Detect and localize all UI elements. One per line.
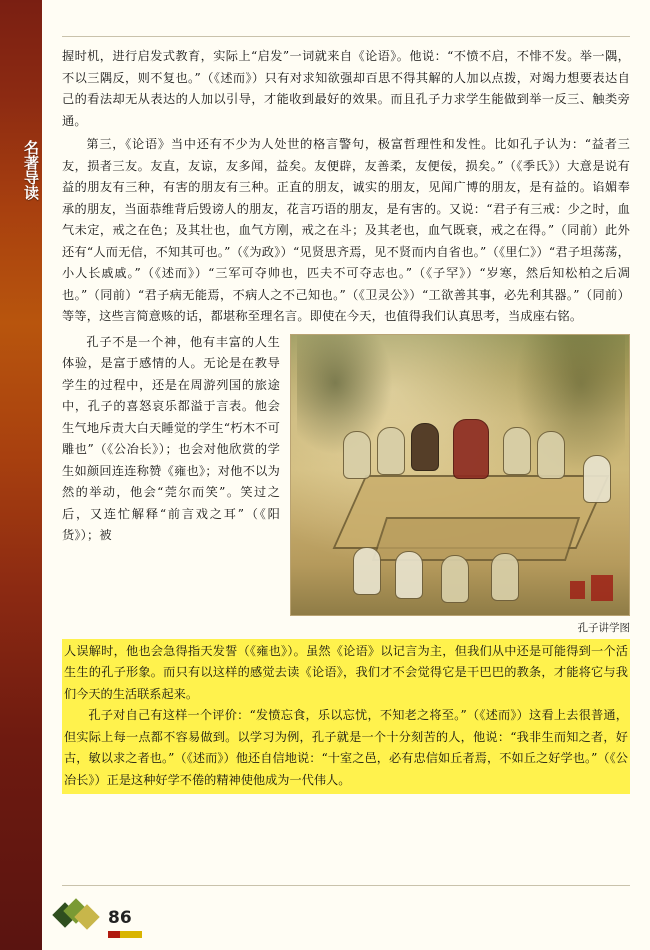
page-content (62, 46, 630, 794)
figure-person (441, 555, 469, 603)
footer-accent-bar-red (108, 931, 120, 938)
paragraph-third-point: 第三，《论语》当中还有不少为人处世的格言警句，极富哲理性和发性。比如孔子认为：“益者三友，损者三友。友直，友谅，友多闻，益矣。友便辟，友善柔，友便佞，损矣。”（《季氏》）大意是说有益的朋友有三种，有害的朋友有三种。正直的朋友，诚实的朋友，见闻广博的朋友，是有益的。谄媚奉承的朋友，当面恭维背后毁谤人的朋友，花言巧语的朋友，是有害的。又说：“君子有三戒：少之时，血气未定，戒之在色；及其壮也，血气方刚，戒之在斗；及其老也，血气既衰，戒之在得。”（同前）此外还有“人而无信，不知其可也。”（《为政》）“见贤思齐焉，见不贤而内自省也。”（《里仁》）“君子坦荡荡，小人长戚戚。”（《述而》）“三军可夺帅也，匹夫不可夺志也。”（《子罕》）“岁寒，然后知松柏之后凋也。”（同前）“君子病无能焉，不病人之不己知也。”（《卫灵公》）“工欲善其事，必先利其器。”（同前）等等，这些言简意赅的话，都堪称至理名言。即使在今天，也值得我们认真思考，当成座右铭。 (62, 137, 630, 323)
figure-person (353, 547, 381, 595)
red-seal-icon (591, 575, 613, 601)
figure-person (411, 423, 439, 471)
figure-person (583, 455, 611, 503)
highlighted-paragraph-1: 人误解时，他也会急得指天发誓（《雍也》）。虽然《论语》以记言为主，但我们从中还是可能得到一个活生生的孔子形象。而只有以这样的感觉去读《论语》，我们才不会觉得它是干巴巴的教条，才能将它与我们今天的生活联系起来。 (62, 641, 630, 706)
figure-confucius-teaching (290, 334, 630, 635)
highlighted-passage (62, 639, 630, 795)
tree-right-decor (515, 335, 625, 475)
figure-and-wrapped-text (62, 332, 630, 637)
paragraph-confucius-human: 孔子不是一个神，他有丰富的人生体验，是富于感情的人。无论是在教导学生的过程中，还是在周游列国的旅途中，孔子的喜怒哀乐都溢于言表。他会生气地斥责大白天睡觉的学生“朽木不可雕也”（《公冶长》）；也会对他欣赏的学生如颜回连连称赞《雍也》；对他不以为然的举动，他会“莞尔而笑”。笑过之后，又连忙解释“前言戏之耳”（《阳货》）；被 (62, 334, 280, 542)
spine-title: 名著导读 (22, 140, 40, 200)
figure-person (395, 551, 423, 599)
page-surface (42, 0, 650, 950)
book-spine-band (0, 0, 42, 950)
figure-confucius (453, 419, 489, 479)
paragraph-continuation: 握时机，进行启发式教育，实际上“启发”一词就来自《论语》。他说：“不愤不启，不悱不发。举一隅，不以三隅反，则不复也。”（《述而》）只有对求知欲强却百思不得其解的人加以点拨，对竭力想要表达自己的看法却无从表达的人加以引导，才能收到最好的效果。而且孔子力求学生能做到举一反三、触类旁通。 (62, 49, 630, 128)
red-seal-small-icon (570, 581, 585, 599)
figure-person (537, 431, 565, 479)
figure-person (377, 427, 405, 475)
painting-image (290, 334, 630, 616)
figure-person (503, 427, 531, 475)
figure-caption: 孔子讲学图 (577, 621, 630, 634)
page-footer (42, 886, 650, 950)
figure-person (491, 553, 519, 601)
top-divider (62, 36, 630, 37)
figure-person (343, 431, 371, 479)
page-number: 86 (108, 908, 132, 928)
highlighted-paragraph-2: 孔子对自己有这样一个评价：“发愤忘食，乐以忘忧，不知老之将至。”（《述而》）这看上去很普通，但实际上每一点都不容易做到。以学习为例，孔子就是一个十分刻苦的人，他说：“我非生而知之者，好古，敏以求之者也。”（《述而》）他还自信地说：“十室之邑，必有忠信如丘者焉，不如丘之好学也。”（《公冶长》）正是这种好学不倦的精神使他成为一代伟人。 (62, 705, 630, 791)
diamond-ornament-icon (56, 902, 102, 928)
